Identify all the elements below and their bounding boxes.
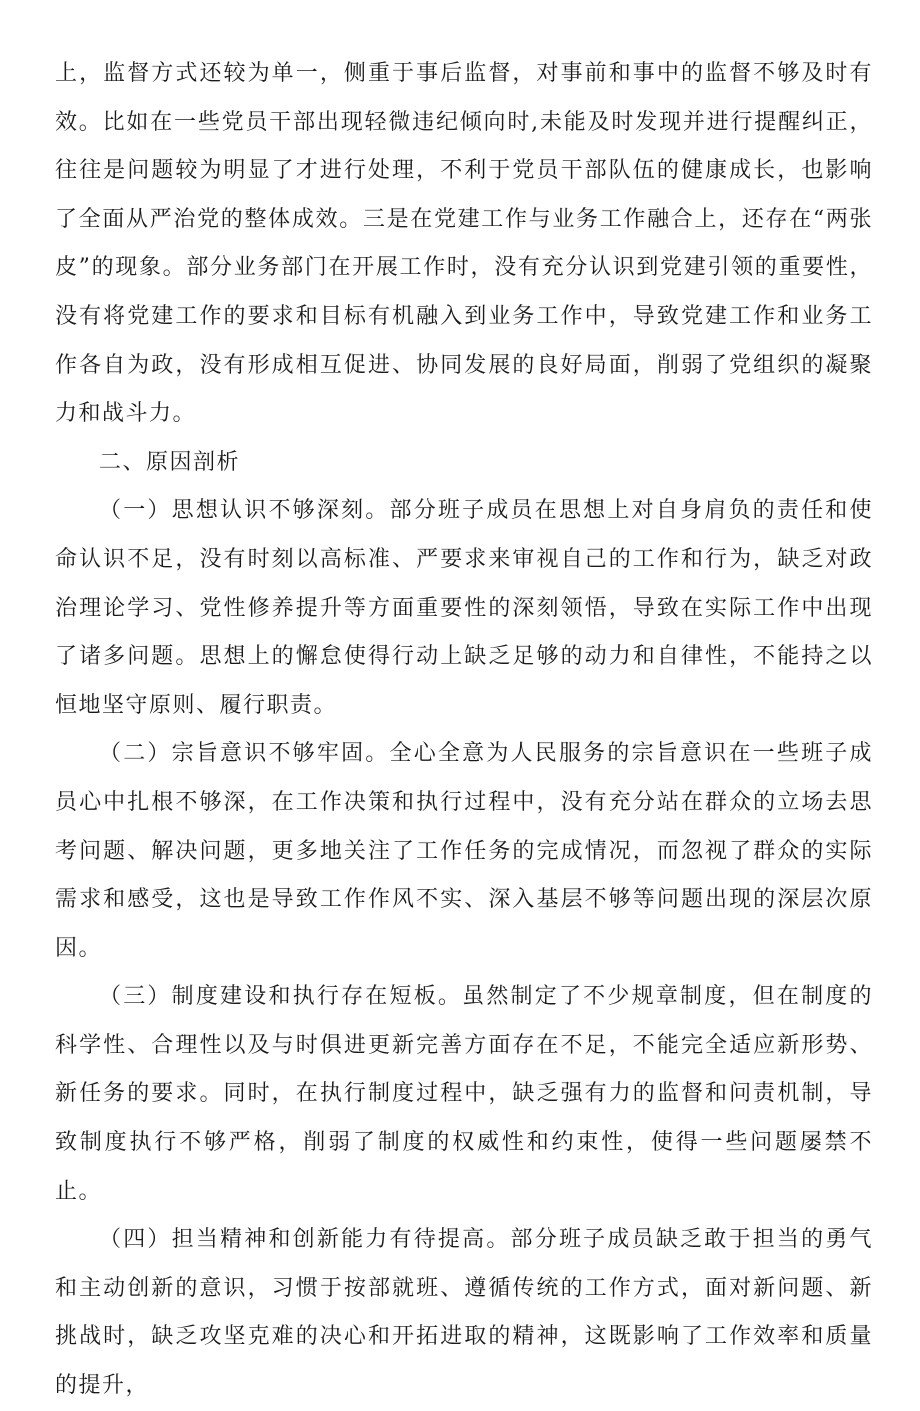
document-page [55, 50, 873, 1411]
paragraph-responsibility-innovation: （四）担当精神和创新能力有待提高。部分班子成员缺乏敢于担当的勇气和主动创新的意识，习惯于按部就班、遵循传统的工作方式，面对新问题、新挑战时，缺乏攻坚克难的决心和开拓进取的精神，这既影响了工作效率和质量的提升， [55, 1227, 873, 1399]
section-heading-cause-analysis: 二、原因剖析 [99, 449, 241, 475]
paragraph-continued: 上，监督方式还较为单一，侧重于事后监督，对事前和事中的监督不够及时有效。比如在一些党员干部出现轻微违纪倾向时,未能及时发现并进行提醒纠正，往往是问题较为明显了才进行处理，不利于党员干部队伍的健康成长，也影响了全面从严治党的整体成效。三是在党建工作与业务工作融合上，还存在“两张皮”的现象。部分业务部门在开展工作时，没有充分认识到党建引领的重要性，没有将党建工作的要求和目标有机融入到业务工作中，导致党建工作和业务工作各自为政，没有形成相互促进、协同发展的良好局面，削弱了党组织的凝聚力和战斗力。 [55, 61, 873, 427]
paragraph-system-building: （三）制度建设和执行存在短板。虽然制定了不少规章制度，但在制度的科学性、合理性以及与时俱进更新完善方面存在不足，不能完全适应新形势、新任务的要求。同时，在执行制度过程中，缺乏强有力的监督和问责机制，导致制度执行不够严格，削弱了制度的权威性和约束性，使得一些问题屡禁不止。 [55, 984, 873, 1204]
paragraph-purpose-awareness: （二）宗旨意识不够牢固。全心全意为人民服务的宗旨意识在一些班子成员心中扎根不够深，在工作决策和执行过程中，没有充分站在群众的立场去思考问题、解决问题，更多地关注了工作任务的完成情况，而忽视了群众的实际需求和感受，这也是导致工作作风不实、深入基层不够等问题出现的深层次原因。 [55, 741, 873, 961]
paragraph-thinking-awareness: （一）思想认识不够深刻。部分班子成员在思想上对自身肩负的责任和使命认识不足，没有时刻以高标准、严要求来审视自己的工作和行为，缺乏对政治理论学习、党性修养提升等方面重要性的深刻领悟，导致在实际工作中出现了诸多问题。思想上的懈怠使得行动上缺乏足够的动力和自律性，不能持之以恒地坚守原则、履行职责。 [55, 498, 873, 718]
